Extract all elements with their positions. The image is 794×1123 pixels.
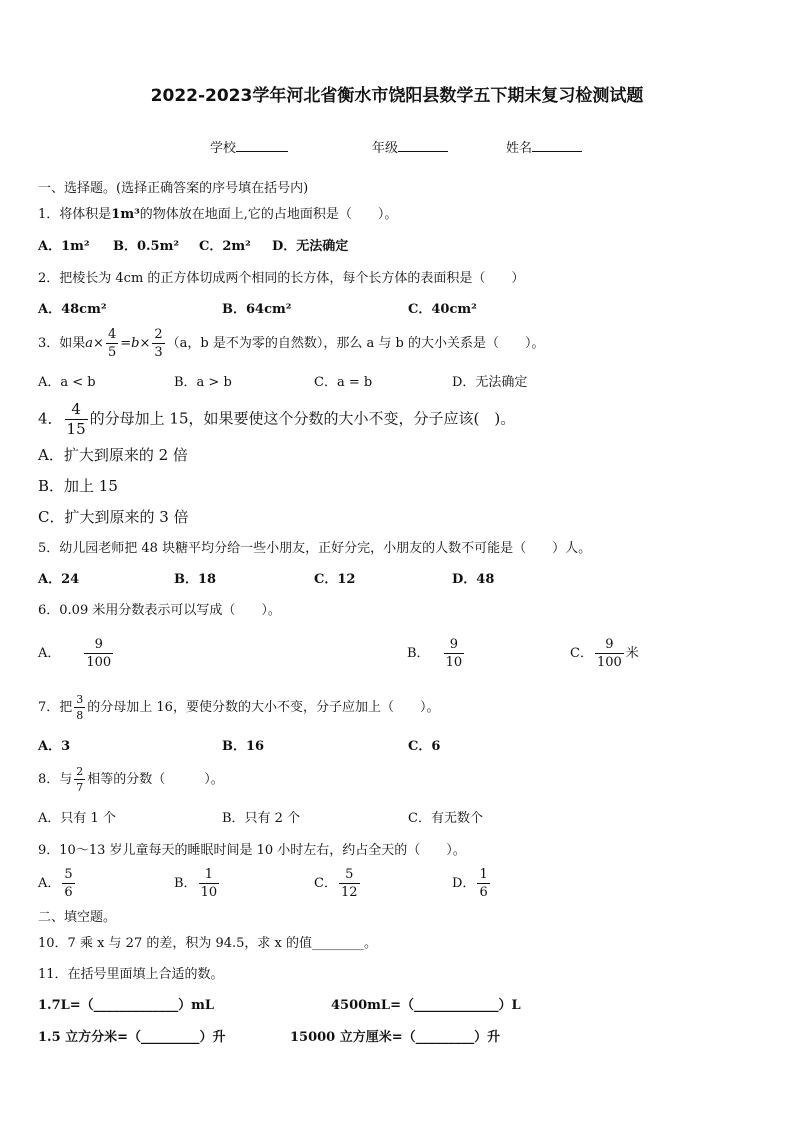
- q8-frac-num: 2: [76, 765, 84, 778]
- q7-stem-post: 的分母加上 16，要使分数的大小不变，分子应加上（ ）。: [87, 700, 440, 715]
- q6-c-fraction: [595, 638, 624, 669]
- q9-option-b: [174, 868, 221, 899]
- q3-var-b: b: [131, 336, 140, 351]
- page-title: 2022-2023学年河北省衡水市饶阳县数学五下期末复习检测试题: [150, 86, 644, 106]
- name-label: 姓名: [506, 141, 533, 156]
- q8-stem-pre: 8．与: [38, 772, 73, 787]
- q3-fraction-2: [152, 328, 164, 359]
- question-1: [38, 208, 397, 221]
- question-10: 10．7 乘 x 与 27 的差，积为 94.5，求 x 的值________。: [38, 936, 378, 951]
- q8-option-a: A．只有 1 个: [38, 811, 116, 826]
- q1-stem-post: 的物体放在地面上,它的占地面积是（ ）。: [139, 207, 398, 222]
- q3-fraction-1: [106, 328, 118, 359]
- q9-option-a: [38, 868, 77, 899]
- q4-option-c: C．扩大到原来的 3 倍: [38, 508, 189, 526]
- q1-option-b: B．0.5m²: [113, 239, 180, 254]
- q6-b-num: 9: [444, 638, 465, 654]
- q9-d-num: 1: [479, 867, 488, 882]
- question-11: 11．在括号里面填上合适的数。: [38, 967, 224, 982]
- q1-option-a: A．1m²: [38, 239, 90, 254]
- question-3: [38, 328, 544, 359]
- q4-number: 4．: [38, 409, 63, 428]
- q3-option-a: A．a < b: [38, 375, 96, 390]
- q1-option-c: C．2m²: [199, 239, 251, 254]
- school-field: [210, 142, 288, 155]
- q9-b-label: B．: [174, 876, 197, 891]
- q2-option-c: C．40cm²: [408, 302, 477, 317]
- q3-stem-pre: 3．如果: [38, 336, 86, 351]
- q8-option-b: B．只有 2 个: [222, 811, 301, 826]
- q5-option-b: B．18: [174, 572, 217, 587]
- q3-times-1: ×: [93, 336, 104, 351]
- name-blank: [532, 151, 582, 152]
- section-heading: 一、选择题。(选择正确答案的序号填在括号内): [38, 181, 309, 196]
- q6-c-label: C．: [570, 646, 593, 661]
- q4-fraction: [65, 402, 88, 437]
- q6-c-num: 9: [595, 638, 624, 654]
- q4-stem-post: 的分母加上 15，如果要使这个分数的大小不变，分子应该( )。: [89, 409, 516, 428]
- q4-option-b: B．加上 15: [38, 477, 118, 495]
- q2-option-b: B．64cm²: [222, 302, 292, 317]
- q7-stem-pre: 7．把: [38, 700, 73, 715]
- q1-option-d: D．无法确定: [272, 239, 349, 254]
- q6-b-label: B．: [407, 646, 430, 661]
- q7-option-c: C．6: [408, 739, 441, 754]
- q9-c-label: C．: [314, 876, 337, 891]
- q9-c-num: 5: [339, 868, 360, 884]
- q9-option-c: [314, 868, 362, 899]
- q6-a-den: 100: [86, 655, 112, 670]
- q3-frac1-den: 5: [107, 345, 117, 360]
- q3-option-c: C．a = b: [314, 375, 373, 390]
- q9-c-den: 12: [340, 885, 358, 900]
- q4-option-a: A．扩大到原来的 2 倍: [38, 446, 188, 464]
- school-blank: [236, 151, 288, 152]
- q7-frac-den: 8: [76, 709, 84, 722]
- q9-b-fraction: [199, 868, 220, 899]
- q6-b-fraction: [444, 638, 465, 669]
- q9-d-den: 6: [479, 885, 488, 900]
- q3-option-b: B．a > b: [174, 375, 232, 390]
- q3-stem-post: （a，b 是不为零的自然数），那么 a 与 b 的大小关系是（ ）。: [166, 336, 545, 351]
- q6-a-num: 9: [84, 638, 113, 654]
- question-5: 5．幼儿园老师把 48 块糖平均分给一些小朋友，正好分完，小朋友的人数不可能是（ ）人。: [38, 541, 592, 556]
- q3-equals: =: [120, 336, 132, 351]
- q8-fraction: [74, 766, 85, 793]
- q7-option-a: A．3: [38, 739, 71, 754]
- q3-var-a: a: [85, 336, 94, 351]
- q9-option-d: [452, 868, 492, 899]
- q9-d-label: D．: [452, 876, 476, 891]
- q2-option-a: A．48cm²: [38, 302, 107, 317]
- q11-line2-left: 1.5 立方分米=（_________）升: [38, 1030, 226, 1045]
- q3-frac1-num: 4: [107, 327, 117, 342]
- q6-option-a: [38, 638, 115, 669]
- q5-option-a: A．24: [38, 572, 80, 587]
- q11-line2-right: 15000 立方厘米=（_________）升: [290, 1030, 501, 1045]
- grade-blank: [398, 151, 448, 152]
- question-9: 9．10～13 岁儿童每天的睡眠时间是 10 小时左右，约占全天的（ ）。: [38, 843, 466, 858]
- q3-option-d: D．无法确定: [452, 375, 528, 390]
- q1-stem-pre: 1．将体积是: [38, 207, 112, 222]
- q4-frac-den: 15: [66, 420, 86, 438]
- q6-b-den: 10: [445, 655, 463, 670]
- grade-field: [372, 142, 448, 155]
- question-6: 6．0.09 米用分数表示可以写成（ ）。: [38, 603, 281, 618]
- q8-stem-post: 相等的分数（ ）。: [87, 772, 224, 787]
- q4-frac-num: 4: [65, 402, 88, 420]
- question-4: [38, 402, 515, 437]
- q9-a-fraction: [62, 868, 74, 899]
- q9-b-num: 1: [199, 868, 220, 884]
- q9-a-label: A．: [38, 876, 61, 891]
- q9-a-den: 6: [64, 885, 73, 900]
- q5-option-d: D．48: [452, 572, 495, 587]
- q9-c-fraction: [339, 868, 360, 899]
- q9-a-num: 5: [64, 867, 73, 882]
- question-2: 2．把棱长为 4cm 的正方体切成两个相同的长方体，每个长方体的表面积是（ ）: [38, 271, 525, 286]
- q3-frac2-den: 3: [154, 345, 163, 360]
- q6-a-label: A．: [38, 646, 61, 661]
- name-field: [506, 142, 582, 155]
- school-label: 学校: [210, 141, 237, 156]
- q8-frac-den: 7: [76, 781, 84, 794]
- question-8: [38, 766, 224, 793]
- q9-b-den: 10: [200, 885, 218, 900]
- q6-c-den: 100: [596, 655, 622, 670]
- q7-option-b: B．16: [222, 739, 265, 754]
- q1-unit: 1m³: [111, 207, 140, 222]
- q6-a-fraction: [84, 638, 113, 669]
- q11-line1-left: 1.7L=（_____________）mL: [38, 998, 215, 1013]
- q11-line1-right: 4500mL=（_____________）L: [331, 998, 521, 1013]
- q5-option-c: C．12: [314, 572, 356, 587]
- q8-option-c: C．有无数个: [408, 811, 483, 826]
- q6-option-b: [407, 638, 466, 669]
- question-7: [38, 694, 439, 721]
- q7-frac-num: 3: [76, 693, 84, 706]
- section-heading-fill: 二、填空题。: [38, 910, 117, 925]
- q9-d-fraction: [477, 868, 489, 899]
- q7-fraction: [74, 694, 85, 721]
- q6-c-unit: 米: [625, 646, 639, 661]
- q3-times-2: ×: [139, 336, 151, 351]
- q6-option-c: [570, 638, 639, 669]
- grade-label: 年级: [372, 141, 399, 156]
- q3-frac2-num: 2: [154, 327, 163, 342]
